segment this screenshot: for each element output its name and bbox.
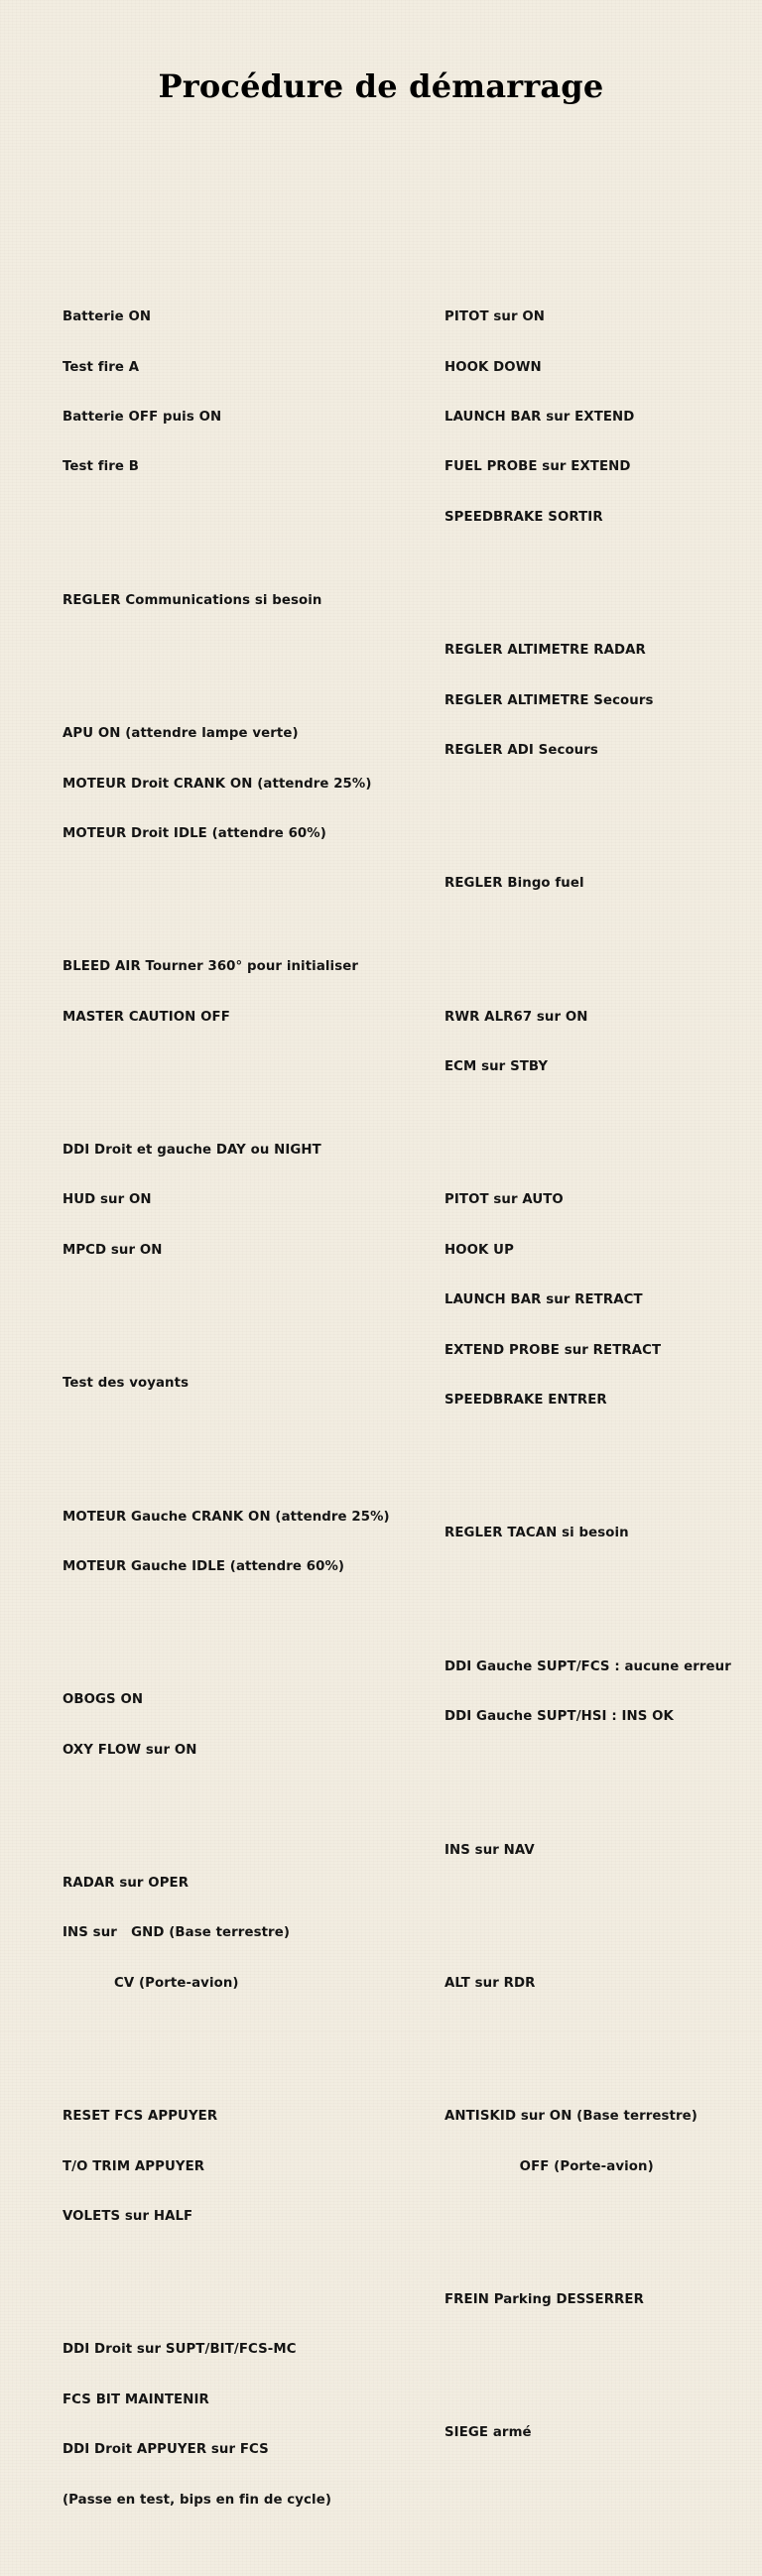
checklist-item: MASTER CAUTION OFF (63, 1009, 230, 1025)
checklist-item: EXTEND PROBE sur RETRACT (444, 1342, 662, 1358)
checklist-group (444, 2392, 742, 2476)
checklist-item: Test des voyants (63, 1376, 190, 1392)
checklist-item: MPCD sur ON (63, 1242, 163, 1258)
checklist-item: DDI Droit et gauche DAY ou NIGHT (63, 1143, 321, 1159)
checklist-item: REGLER ALTIMETRE RADAR (444, 643, 646, 659)
checklist-group (444, 277, 742, 560)
checklist-item: DDI Gauche SUPT/HSI : INS OK (444, 1709, 674, 1725)
checklist-item: Batterie ON (63, 309, 152, 325)
checklist-item: OFF (Porte-avion) (444, 2158, 654, 2174)
checklist-item: Test fire A (63, 359, 140, 375)
checklist-group (444, 2259, 742, 2342)
checklist-item: HUD sur ON (63, 1192, 152, 1208)
right-checklist-column (444, 243, 742, 2509)
checklist-item: LAUNCH BAR sur EXTEND (444, 409, 635, 425)
checklist-group (63, 277, 420, 510)
checklist-group (63, 559, 420, 643)
checklist-group (63, 693, 420, 877)
checklist-item: T/O TRIM APPUYER (63, 2158, 205, 2174)
checklist-item: OBOGS ON (63, 1692, 144, 1708)
checklist-item: SPEEDBRAKE ENTRER (444, 1392, 607, 1408)
checklist-item: RADAR sur OPER (63, 1876, 190, 1892)
checklist-item: ALT sur RDR (444, 1975, 536, 1991)
checklist-item: DDI Droit APPUYER sur FCS (63, 2442, 269, 2458)
checklist-item: CV (Porte-avion) (63, 1975, 239, 1991)
checklist-item: (Passe en test, bips en fin de cycle) (63, 2492, 331, 2508)
checklist-group (444, 610, 742, 794)
checklist-item: RESET FCS APPUYER (63, 2109, 218, 2125)
checklist-group (63, 926, 420, 1059)
left-checklist-column (63, 243, 420, 2576)
checklist-item: SPEEDBRAKE SORTIR (444, 509, 603, 525)
checklist-group (63, 2309, 420, 2542)
checklist-group (63, 2076, 420, 2260)
checklist-item: HOOK UP (444, 1242, 514, 1258)
checklist-group (63, 1659, 420, 1792)
checklist-group (63, 1109, 420, 1292)
checklist-item: BLEED AIR Tourner 360° pour initialiser (63, 959, 358, 975)
checklist-item: FREIN Parking DESSERRER (444, 2292, 644, 2308)
checklist-item: REGLER ALTIMETRE Secours (444, 692, 654, 708)
checklist-group (444, 1493, 742, 1576)
checklist-item: HOOK DOWN (444, 359, 542, 375)
checklist-item: VOLETS sur HALF (63, 2209, 193, 2225)
checklist-item: Batterie OFF puis ON (63, 409, 222, 425)
checklist-group (63, 1343, 420, 1426)
checklist-item: ECM sur STBY (444, 1059, 549, 1075)
checklist-item: OXY FLOW sur ON (63, 1742, 197, 1758)
checklist-item: DDI Droit sur SUPT/BIT/FCS-MC (63, 2342, 297, 2358)
checklist-group (444, 1160, 742, 1443)
checklist-group (63, 1476, 420, 1609)
checklist-group (444, 843, 742, 926)
checklist-item: INS sur NAV (444, 1842, 535, 1858)
checklist-item: INS sur GND (Base terrestre) (63, 1925, 290, 1941)
checklist-group (444, 1809, 742, 1893)
checklist-item: ANTISKID sur ON (Base terrestre) (444, 2109, 698, 2125)
checklist-group (63, 1843, 420, 2026)
checklist-item: MOTEUR Gauche CRANK ON (attendre 25%) (63, 1509, 390, 1525)
checklist-item: MOTEUR Droit CRANK ON (attendre 25%) (63, 776, 372, 792)
checklist-item: PITOT sur ON (444, 309, 545, 325)
checklist-item: Test fire B (63, 459, 140, 475)
checklist-item: APU ON (attendre lampe verte) (63, 726, 299, 742)
checklist-item: REGLER Bingo fuel (444, 876, 584, 892)
checklist-item: MOTEUR Gauche IDLE (attendre 60%) (63, 1558, 345, 1574)
checklist-item: RWR ALR67 sur ON (444, 1009, 588, 1025)
checklist-item: FCS BIT MAINTENIR (63, 2392, 209, 2407)
checklist-group (444, 2076, 742, 2209)
checklist-item: REGLER TACAN si besoin (444, 1526, 629, 1541)
checklist-group (444, 1942, 742, 2025)
checklist-group (444, 1626, 742, 1759)
checklist-item: FUEL PROBE sur EXTEND (444, 459, 631, 475)
checklist-group (444, 976, 742, 1109)
checklist-item: REGLER Communications si besoin (63, 592, 322, 608)
checklist-item: PITOT sur AUTO (444, 1192, 564, 1208)
checklist-item: REGLER ADI Secours (444, 742, 598, 758)
checklist-item: SIEGE armé (444, 2425, 532, 2441)
checklist-item: DDI Gauche SUPT/FCS : aucune erreur (444, 1658, 731, 1674)
page-title: Procédure de démarrage (158, 67, 604, 105)
checklist-item: LAUNCH BAR sur RETRACT (444, 1292, 643, 1308)
checklist-item: MOTEUR Droit IDLE (attendre 60%) (63, 825, 326, 841)
